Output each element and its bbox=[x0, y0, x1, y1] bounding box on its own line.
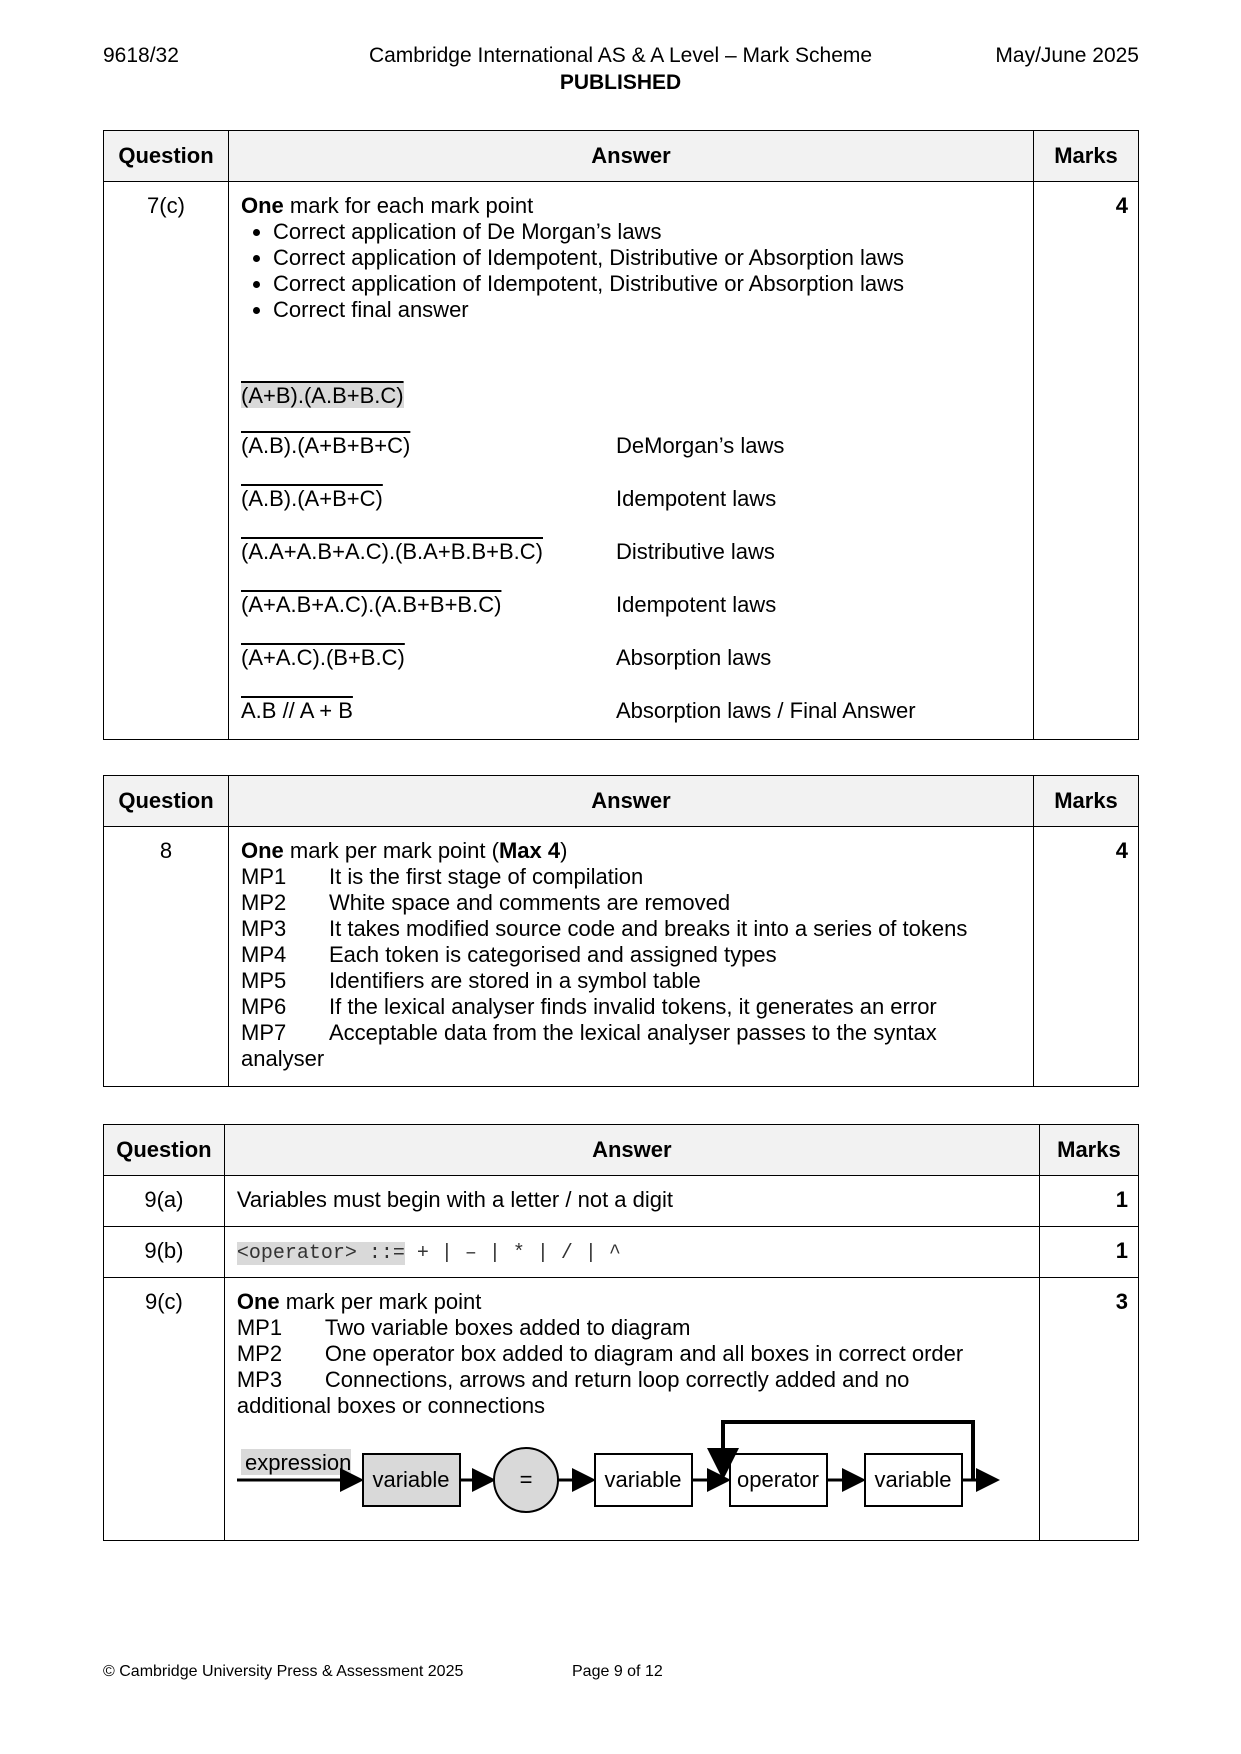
paper-code: 9618/32 bbox=[103, 44, 179, 67]
page-number: Page 9 of 12 bbox=[572, 1663, 663, 1680]
published-label: PUBLISHED bbox=[559, 71, 682, 94]
expression-label: expression bbox=[244, 1450, 352, 1475]
answer-cell bbox=[224, 1227, 1039, 1278]
answer-cell bbox=[224, 1278, 1039, 1541]
intro-line: One mark per mark point (Max 4) bbox=[241, 838, 568, 863]
marks-value: 1 bbox=[1039, 1176, 1138, 1227]
step-law: Idempotent laws bbox=[616, 486, 777, 511]
step-law: Absorption laws / Final Answer bbox=[616, 698, 916, 723]
document-title: Cambridge International AS & A Level – Mark Scheme bbox=[368, 44, 873, 67]
question-number: 9(c) bbox=[104, 1278, 225, 1541]
bnf-lhs: <operator> ::= bbox=[236, 1242, 405, 1265]
question-header: Question bbox=[104, 131, 229, 182]
mark-point: MP5 Identifiers are stored in a symbol table bbox=[241, 968, 701, 993]
simplification-step bbox=[241, 618, 1021, 671]
mark-point: MP2 White space and comments are removed bbox=[241, 890, 731, 915]
question-number: 9(a) bbox=[104, 1176, 225, 1227]
mark-point: MP3 It takes modified source code and breaks it into a series of tokens bbox=[241, 916, 968, 941]
mark-point: MP4 Each token is categorised and assigned types bbox=[241, 942, 777, 967]
simplification-step bbox=[241, 459, 1021, 512]
mark-point: MP2 One operator box added to diagram and all boxes in correct order bbox=[236, 1341, 964, 1366]
step-expression: (A.B).(A+B+C) bbox=[241, 486, 383, 511]
mark-table-9 bbox=[103, 1124, 1139, 1541]
continuation-text: analyser bbox=[241, 1046, 325, 1071]
step-expression: (A+A.B+A.C).(A.B+B+B.C) bbox=[241, 592, 502, 617]
step-law: DeMorgan’s laws bbox=[616, 433, 785, 458]
bullet-item: • Correct application of Idempotent, Distributive or Absorption laws bbox=[273, 245, 1021, 271]
question-header: Question bbox=[104, 776, 229, 827]
step-law: Idempotent laws bbox=[616, 592, 777, 617]
marks-value: 4 bbox=[1034, 182, 1139, 740]
marks-header: Marks bbox=[1034, 776, 1139, 827]
step-law: Absorption laws bbox=[616, 645, 772, 670]
marks-value: 1 bbox=[1039, 1227, 1138, 1278]
intro-line: One mark per mark point bbox=[236, 1289, 482, 1314]
variable-box-1-label: variable bbox=[372, 1467, 450, 1492]
intro-line: One mark for each mark point bbox=[241, 193, 534, 218]
marks-value: 4 bbox=[1034, 827, 1139, 1087]
marks-header: Marks bbox=[1034, 131, 1139, 182]
mark-point: MP7 Acceptable data from the lexical analyser passes to the syntax bbox=[241, 1020, 937, 1045]
question-number: 9(b) bbox=[104, 1227, 225, 1278]
mark-point: MP3 Connections, arrows and return loop correctly added and no bbox=[236, 1367, 910, 1392]
answer-cell bbox=[229, 182, 1034, 740]
exam-session: May/June 2025 bbox=[995, 44, 1139, 67]
step-expression: A.B // A + B bbox=[241, 698, 353, 723]
marks-header: Marks bbox=[1039, 1125, 1138, 1176]
operator-box-label: operator bbox=[736, 1467, 819, 1492]
marks-value: 3 bbox=[1039, 1278, 1138, 1541]
step-expression: (A.B).(A+B+B+C) bbox=[241, 433, 411, 458]
simplification-step bbox=[241, 565, 1021, 618]
variable-box-2-label: variable bbox=[604, 1467, 682, 1492]
answer-cell bbox=[229, 827, 1034, 1087]
bullet-item: • Correct final answer bbox=[273, 297, 1021, 323]
syntax-diagram bbox=[227, 1419, 1027, 1529]
continuation-text: additional boxes or connections bbox=[236, 1393, 546, 1418]
simplification-step bbox=[241, 512, 1021, 565]
mark-point: MP1 Two variable boxes added to diagram bbox=[236, 1315, 691, 1340]
bullet-list bbox=[241, 219, 1021, 323]
mark-point: MP6 If the lexical analyser finds invalid tokens, it generates an error bbox=[241, 994, 937, 1019]
step-expression: (A+A.C).(B+B.C) bbox=[241, 645, 405, 670]
step-law: Distributive laws bbox=[616, 539, 775, 564]
mark-table-8 bbox=[103, 775, 1139, 1087]
mark-point: MP1 It is the first stage of compilation bbox=[241, 864, 644, 889]
answer-header: Answer bbox=[224, 1125, 1039, 1176]
question-number: 7(c) bbox=[104, 182, 229, 740]
step-expression: (A.A+A.B+A.C).(B.A+B.B+B.C) bbox=[241, 539, 543, 564]
question-header: Question bbox=[104, 1125, 225, 1176]
answer-header: Answer bbox=[229, 776, 1034, 827]
bullet-item: • Correct application of Idempotent, Distributive or Absorption laws bbox=[273, 271, 1021, 297]
bnf-rhs: + | – | * | / | ^ bbox=[404, 1242, 621, 1265]
answer-header: Answer bbox=[229, 131, 1034, 182]
copyright-notice: © Cambridge University Press & Assessment 2025 bbox=[103, 1663, 464, 1680]
simplification-step bbox=[241, 671, 1021, 724]
simplification-step bbox=[241, 409, 1021, 459]
question-number: 8 bbox=[104, 827, 229, 1087]
bullet-item: • Correct application of De Morgan’s laws bbox=[273, 219, 1021, 245]
variable-box-3-label: variable bbox=[874, 1467, 952, 1492]
start-expression: (A+B).(A.B+B.C) bbox=[241, 383, 404, 408]
mark-table-7c bbox=[103, 130, 1139, 740]
equals-circle-label: = bbox=[519, 1467, 533, 1492]
answer-cell: Variables must begin with a letter / not a digit bbox=[224, 1176, 1039, 1227]
